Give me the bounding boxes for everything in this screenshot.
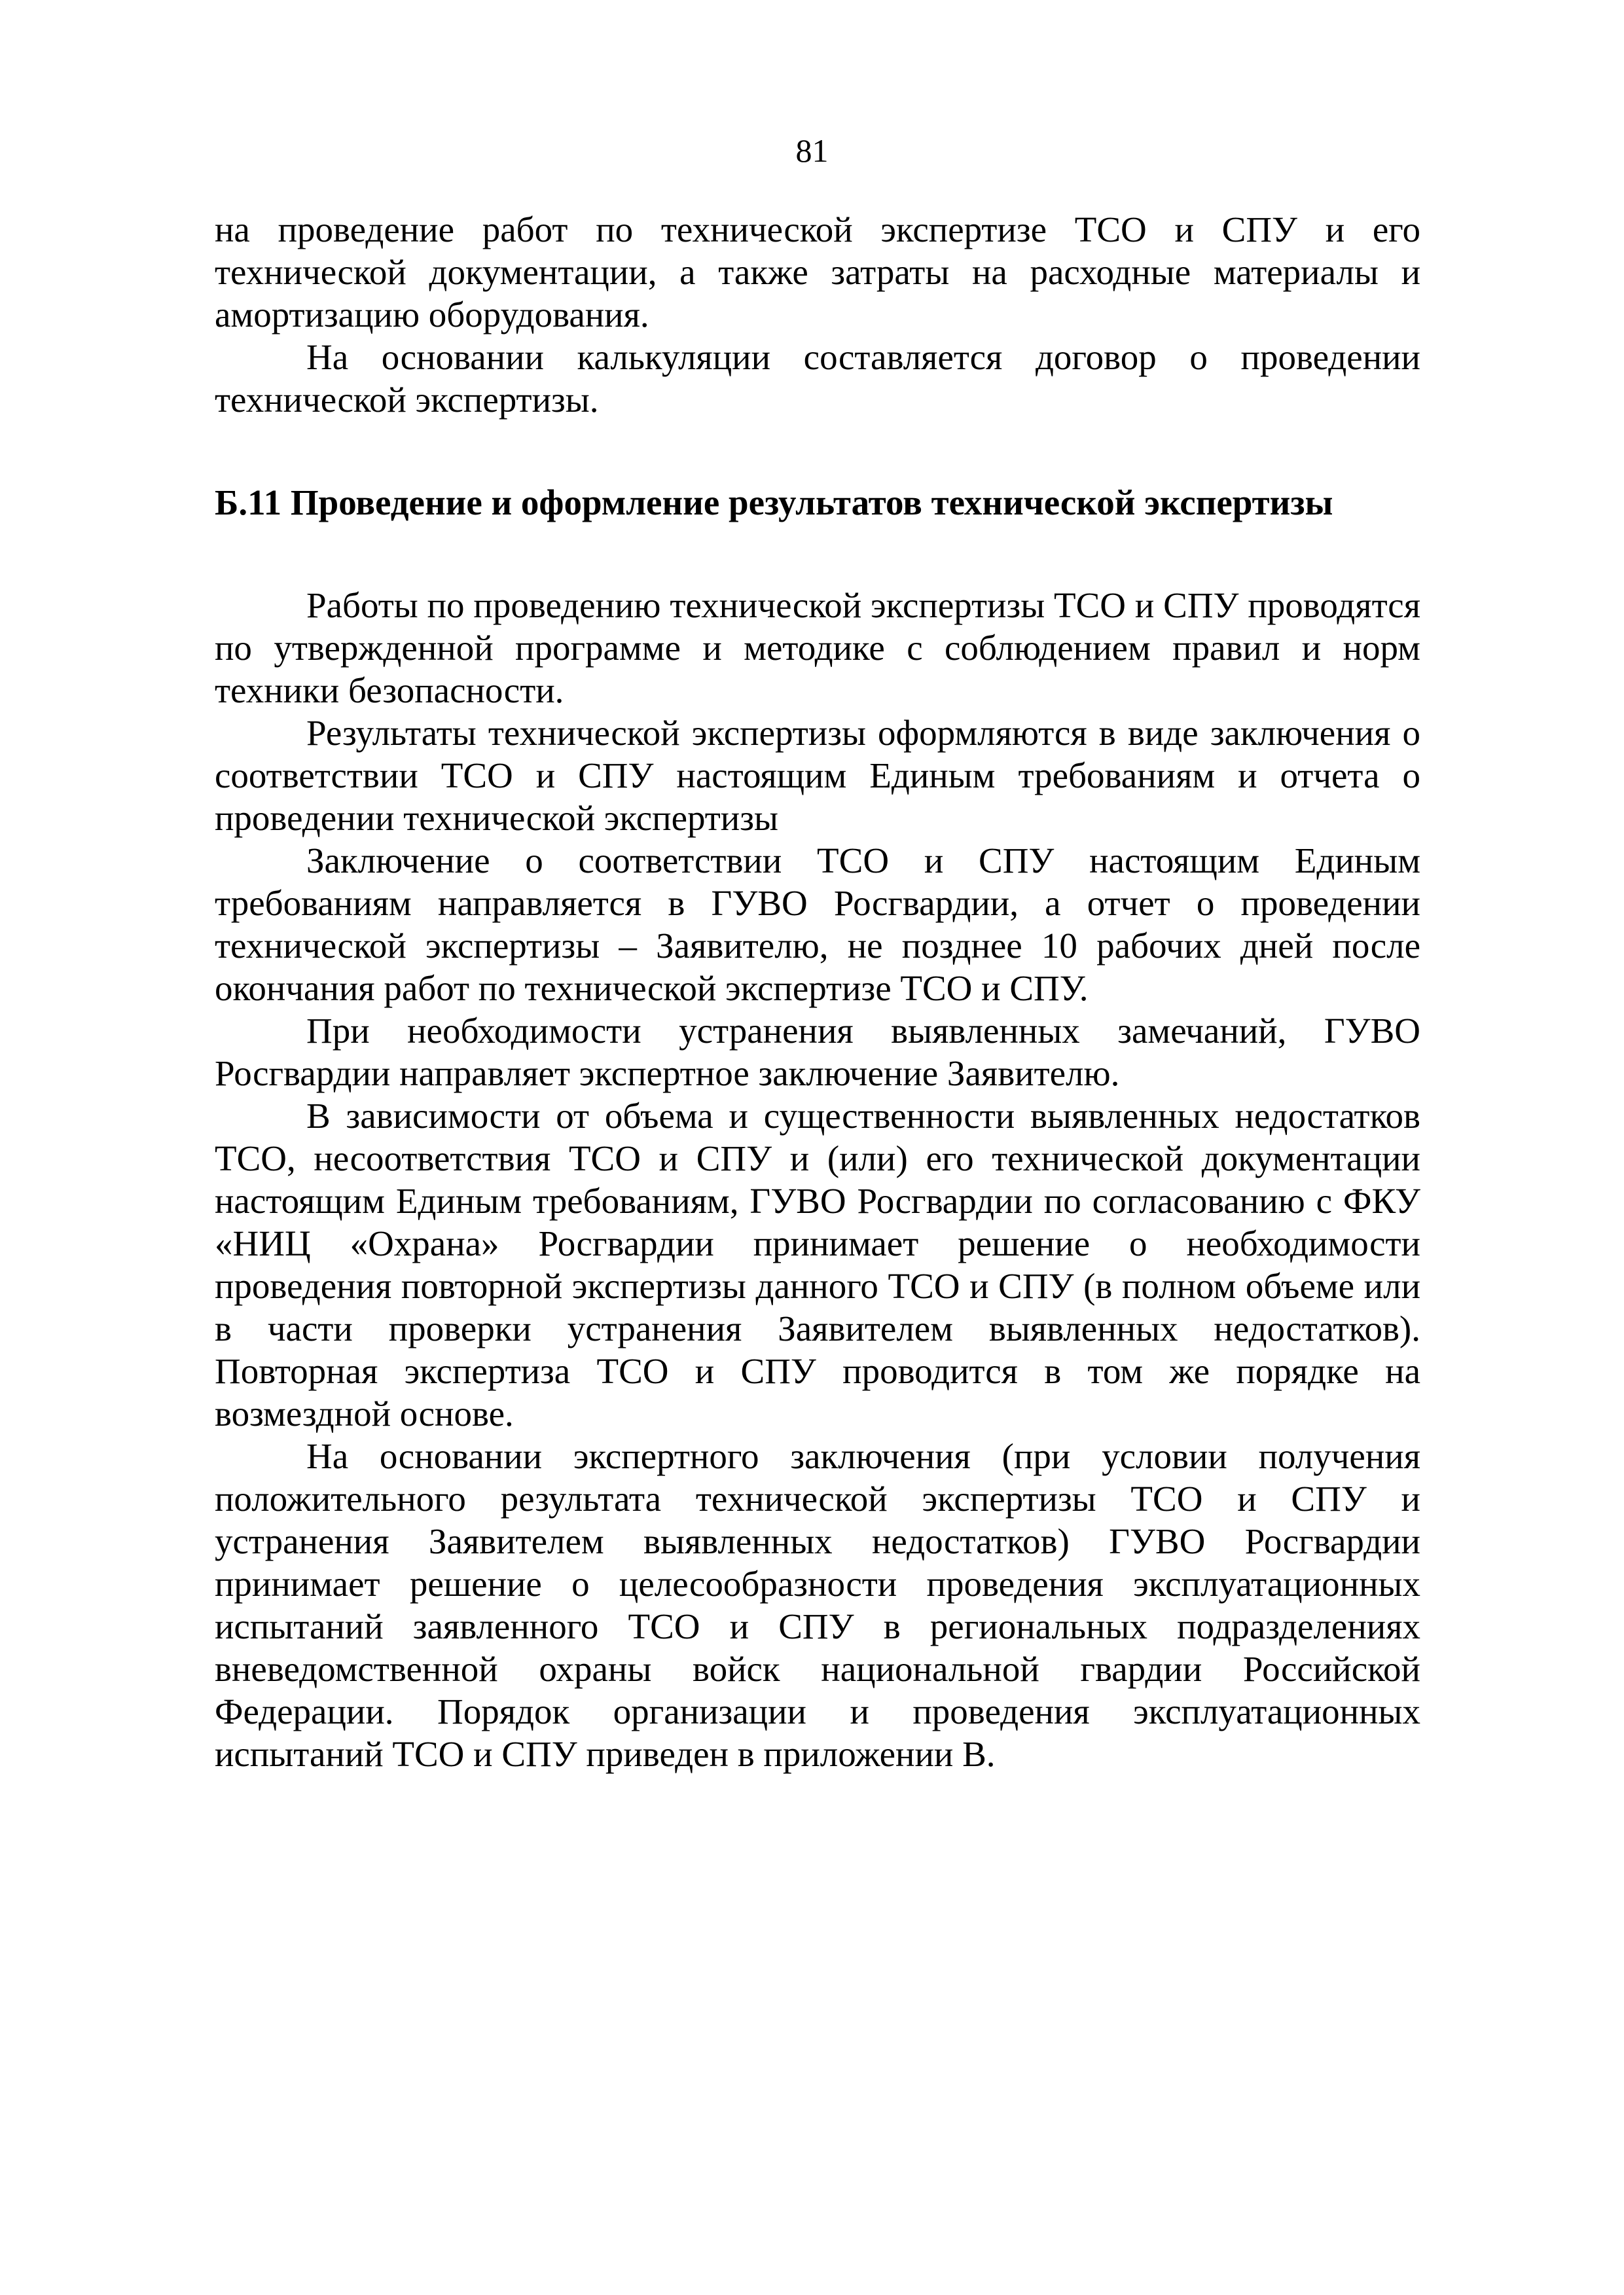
paragraph-calculation-contract: На основании калькуляции составляется договор о проведении технической экспертизы. (215, 337, 1420, 420)
spacer (215, 421, 1420, 481)
section-heading: Б.11 Проведение и оформление результатов технической экспертизы (215, 482, 1333, 522)
paragraph-work-procedure: Работы по проведению технической экспертизы ТСО и СПУ проводятся по утвержденной программе и методике с соблюдением правил и норм техники безопасности. (215, 585, 1420, 710)
page-number: 81 (795, 132, 829, 169)
paragraph-repeat-expertise: В зависимости от объема и существенности выявленных недостатков ТСО, несоответствия ТСО и СПУ и (или) его технической документации настоящим Единым требованиям, ГУВО Росгвардии по согласованию с ФКУ «НИЦ «Охрана» Росгвардии принимает решение о необходимости проведения повторной экспертизы данного ТСО и СПУ (в полном объеме или в части проверки устранения Заявителем выявленных недостатков). Повторная экспертиза ТСО и СПУ проводится в том же порядке на возмездной основе. (215, 1096, 1420, 1434)
paragraph-remarks: При необходимости устранения выявленных замечаний, ГУВО Росгвардии направляет экспертное заключение Заявителю. (215, 1011, 1420, 1093)
paragraph-results-format: Результаты технической экспертизы оформляются в виде заключения о соответствии ТСО и СПУ настоящим Единым требованиям и отчета о проведении технической экспертизы (215, 713, 1420, 838)
paragraph-operational-tests: На основании экспертного заключения (при условии получения положительного результата технической экспертизы ТСО и СПУ и устранения Заявителем выявленных недостатков) ГУВО Росгвардии принимает решение о целесообразности проведения эксплуатационных испытаний заявленного ТСО и СПУ в региональных подразделениях вневедомственной охраны войск национальной гвардии Российской Федерации. Порядок организации и проведения эксплуатационных испытаний ТСО и СПУ приведен в приложении В. (215, 1436, 1420, 1774)
paragraph-continuation: на проведение работ по технической экспертизе ТСО и СПУ и его технической документации, а также затраты на расходные материалы и амортизацию оборудования. (215, 209, 1420, 334)
document-body (215, 208, 1420, 1775)
spacer (215, 524, 1420, 584)
paragraph-conclusion-delivery: Заключение о соответствии ТСО и СПУ настоящим Единым требованиям направляется в ГУВО Росгвардии, а отчет о проведении технической экспертизы – Заявителю, не позднее 10 рабочих дней после окончания работ по технической экспертизе ТСО и СПУ. (215, 840, 1420, 1008)
